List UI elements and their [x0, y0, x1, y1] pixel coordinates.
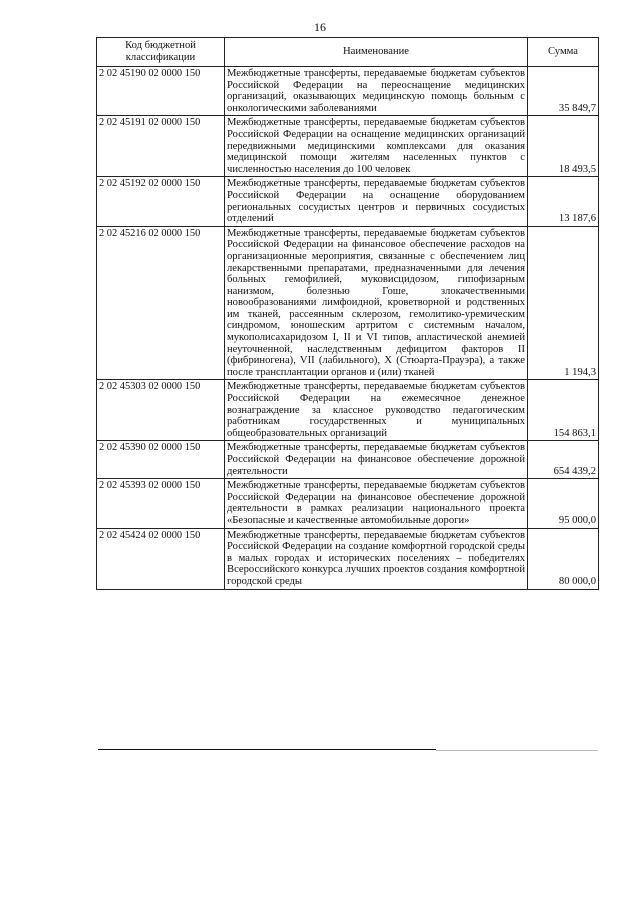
table-row — [97, 441, 599, 479]
table-row — [97, 528, 599, 589]
row-sum: 80 000,0 — [528, 528, 599, 589]
budget-table — [96, 37, 599, 590]
row-name: Межбюджетные трансферты, передаваемые бюджетам субъектов Российской Федерации на финансовое обеспечение расходов на организационные мероприятия, связанные с обеспечением лиц лекарственными препаратами, предназначенными для лечения больных гемофилией, муковисцидозом, гипофизарным нанизмом, болезнью Гоше, злокачественными новообразованиями лимфоидной, кроветворной и родственных им тканей, рассеянным склерозом, гемолитико-уремическим синдромом, юношеским артритом с системным началом, мукополисахаридозом I, II и VI типов, апластической анемией неуточненной, наследственным дефицитом факторов II (фибриногена), VII (лабильного), X (Стюарта-Прауэра), а также после трансплантации органов и (или) тканей — [225, 226, 528, 380]
row-sum: 154 863,1 — [528, 380, 599, 441]
row-name: Межбюджетные трансферты, передаваемые бюджетам субъектов Российской Федерации на финансовое обеспечение дорожной деятельности в рамках реализации национального проекта «Безопасные и качественные автомобильные дороги» — [225, 479, 528, 528]
row-code: 2 02 45216 02 0000 150 — [97, 226, 225, 380]
table-row — [97, 226, 599, 380]
row-code: 2 02 45424 02 0000 150 — [97, 528, 225, 589]
footer-rule-faint — [436, 750, 598, 751]
row-sum: 13 187,6 — [528, 177, 599, 226]
table-row — [97, 67, 599, 116]
footer-rule — [98, 749, 436, 750]
page-number: 16 — [314, 20, 326, 34]
table-header-row — [97, 38, 599, 67]
header-code: Код бюджетной классификации — [97, 38, 225, 67]
table-row — [97, 380, 599, 441]
row-code: 2 02 45191 02 0000 150 — [97, 116, 225, 177]
table-row — [97, 116, 599, 177]
row-name: Межбюджетные трансферты, передаваемые бюджетам субъектов Российской Федерации на переоснащение медицинских организаций, оказывающих медицинскую помощь больным с онкологическими заболеваниями — [225, 67, 528, 116]
row-sum: 1 194,3 — [528, 226, 599, 380]
row-sum: 654 439,2 — [528, 441, 599, 479]
table-row — [97, 177, 599, 226]
row-sum: 18 493,5 — [528, 116, 599, 177]
row-code: 2 02 45303 02 0000 150 — [97, 380, 225, 441]
header-sum: Сумма — [528, 38, 599, 67]
row-name: Межбюджетные трансферты, передаваемые бюджетам субъектов Российской Федерации на создание комфортной городской среды в малых городах и исторических поселениях – победителях Всероссийского конкурса лучших проектов создания комфортной городской среды — [225, 528, 528, 589]
row-code: 2 02 45390 02 0000 150 — [97, 441, 225, 479]
header-name: Наименование — [225, 38, 528, 67]
row-name: Межбюджетные трансферты, передаваемые бюджетам субъектов Российской Федерации на оснащение оборудованием региональных сосудистых центров и первичных сосудистых отделений — [225, 177, 528, 226]
row-code: 2 02 45393 02 0000 150 — [97, 479, 225, 528]
table-row — [97, 479, 599, 528]
row-name: Межбюджетные трансферты, передаваемые бюджетам субъектов Российской Федерации на оснащение медицинских организаций передвижными медицинскими комплексами для оказания медицинской помощи жителям населенных пунктов с численностью населения до 100 человек — [225, 116, 528, 177]
row-name: Межбюджетные трансферты, передаваемые бюджетам субъектов Российской Федерации на финансовое обеспечение дорожной деятельности — [225, 441, 528, 479]
row-sum: 95 000,0 — [528, 479, 599, 528]
row-code: 2 02 45190 02 0000 150 — [97, 67, 225, 116]
row-code: 2 02 45192 02 0000 150 — [97, 177, 225, 226]
row-sum: 35 849,7 — [528, 67, 599, 116]
row-name: Межбюджетные трансферты, передаваемые бюджетам субъектов Российской Федерации на ежемесячное денежное вознаграждение за классное руководство педагогическим работникам государственных и муниципальных общеобразовательных организаций — [225, 380, 528, 441]
